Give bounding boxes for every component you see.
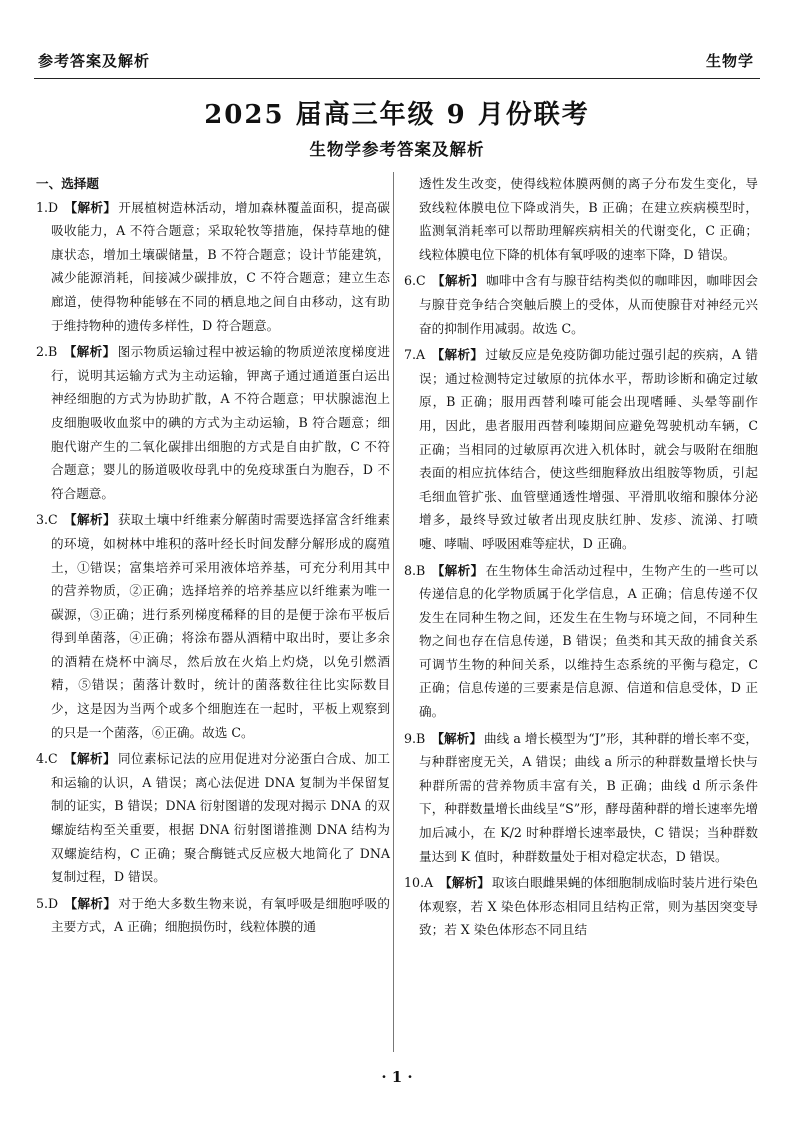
- answer-text: 开展植树造林活动，增加森林覆盖面积，提高碳吸收能力，A 不符合题意；采取轮牧等措施，保持草地的健康状态，增加土壤碳储量，B 不符合题意；设计节能建筑，减少能源消耗，间接减少碳排放，C 不符合题意；建立生态廊道，使得物种能够在不同的栖息地之间自由移动，这有助于维持物种的遗传多样性，D 符合题意。: [51, 199, 391, 333]
- page-title: 2025 届高三年级 9 月份联考: [204, 100, 590, 130]
- analysis-tag: 【解析】: [431, 347, 484, 363]
- column-divider: [393, 172, 394, 1052]
- section-heading: 一、选择题: [36, 176, 99, 191]
- analysis-tag: 【解析】: [64, 512, 116, 528]
- answer-text: 获取土壤中纤维素分解菌时需要选择富含纤维素的环境，如树林中堆积的落叶经长时间发酵分解形成的腐殖土，①错误；富集培养可采用液体培养基，可充分利用其中的营养物质，②正确；选择培养的培养基应以纤维素为唯一碳源，③正确；进行系列梯度稀释的目的是便于涂布平板后得到单菌落，④正确；将涂布器从酒精中取出时，要让多余的酒精在烧杯中滴尽，然后放在火焰上灼烧，以免引燃酒精，⑤错误；菌落计数时，统计的菌落数往往比实际数目少，这是因为当两个或多个细胞连在一起时，平板上观察到的只是一个菌落，⑥正确。故选 C。: [51, 512, 391, 740]
- answer-item-2: [36, 340, 390, 505]
- analysis-tag: 【解析】: [431, 562, 484, 578]
- analysis-tag: 【解析】: [439, 875, 490, 891]
- answer-number: 5.D: [36, 895, 59, 911]
- page-number: · 1 ·: [381, 1068, 413, 1086]
- answer-text: 对于绝大多数生物来说，有氧呼吸是细胞呼吸的主要方式，A 正确；细胞损伤时，线粒体膜的通: [51, 895, 391, 935]
- answer-item-1: [36, 196, 390, 338]
- page-subtitle: 生物学参考答案及解析: [309, 140, 485, 159]
- answer-item-4: [36, 747, 390, 889]
- answer-number: 4.C: [36, 751, 58, 767]
- answer-text: 取该白眼雌果蝇的体细胞制成临时装片进行染色体观察，若 X 染色体形态相同且结构正常，则为基因突变导致；若 X 染色体形态不同且结: [419, 875, 759, 938]
- answer-text: 咖啡中含有与腺苷结构类似的咖啡因，咖啡因会与腺苷竞争结合突触后膜上的受体，从而使腺苷对神经元兴奋的抑制作用减弱。故选 C。: [419, 273, 759, 336]
- analysis-tag: 【解析】: [64, 199, 117, 215]
- answer-item-5: [36, 892, 390, 939]
- header-left-label: 参考答案及解析: [38, 52, 151, 70]
- header-subject-label: 生物学: [705, 52, 754, 70]
- analysis-tag: 【解析】: [431, 730, 482, 746]
- answer-text: 过敏反应是免疫防御功能过强引起的疾病，A 错误；通过检测特定过敏原的抗体水平，帮助诊断和确定过敏原，B 正确；服用西替利嗪可能会出现嗜睡、头晕等副作用，因此，患者服用西替利嗪期间应避免驾驶机动车辆，C 正确；当相同的过敏原再次进入机体时，就会与吸附在细胞表面的相应抗体结合，使这些细胞释放出组胺等物质，引起毛细血管扩张、血管壁通透性增强、平滑肌收缩和腺体分泌增多，最终导致过敏者出现皮肤红肿、发疹、流涕、打喷嚏、哮喘、呼吸困难等症状，D 正确。: [419, 347, 758, 551]
- analysis-tag: 【解析】: [432, 273, 484, 289]
- answer-number: 10.A: [404, 875, 434, 891]
- answer-number: 1.D: [36, 199, 59, 215]
- analysis-tag: 【解析】: [63, 344, 116, 360]
- answer-text: 曲线 a 增长模型为“J”形，其种群的增长率不变，与种群密度无关，A 错误；曲线 a 所示的种群数量增长快与种群所需的营养物质丰富有关，B 正确；曲线 d 所示条件下，种群数量增长曲线呈“S”形，酵母菌种群的增长速率先增加后减小，在 K/2 时种群增长速率最快，C 错误；当种群数量达到 K 值时，种群数量处于相对稳定状态，D 错误。: [419, 730, 758, 864]
- answer-number: 6.C: [404, 273, 426, 289]
- answer-item-8: [404, 559, 758, 724]
- answer-item-6: [404, 269, 758, 340]
- analysis-tag: 【解析】: [64, 895, 117, 911]
- right-column: [404, 172, 758, 945]
- answer-text: 图示物质运输过程中被运输的物质逆浓度梯度进行，说明其运输方式为主动运输，钾离子通过通道蛋白运出神经细胞的方式为协助扩散，A 不符合题意；甲状腺滤泡上皮细胞吸收血浆中的碘的方式为主动运输，B 符合题意；细胞代谢产生的二氧化碳排出细胞的方式是自由扩散，C 不符合题意；婴儿的肠道吸收母乳中的免疫球蛋白为胞吞，D 不符合题意。: [51, 344, 390, 501]
- answer-number: 8.B: [404, 562, 426, 578]
- answer-text: 同位素标记法的应用促进对分泌蛋白合成、加工和运输的认识，A 错误；离心法促进 DNA 复制为半保留复制的证实，B 错误；DNA 衍射图谱的发现对揭示 DNA 的双螺旋结构至关重要，根据 DNA 衍射图谱推测 DNA 结构为双螺旋结构，C 正确；聚合酶链式反应极大地简化了 DNA 复制过程，D 错误。: [51, 751, 391, 885]
- answer-item-3: [36, 508, 390, 744]
- answer-number: 2.B: [36, 344, 58, 360]
- analysis-tag: 【解析】: [64, 751, 116, 767]
- answer-item-10: [404, 871, 758, 942]
- answer-item-7: [404, 343, 758, 555]
- answer-text: 在生物体生命活动过程中，生物产生的一些可以传递信息的化学物质属于化学信息，A 正确；信息传递不仅发生在同种生物之间，还发生在生物与环境之间，不同种生物之间也存在信息传递，B 错误；鱼类和其天敌的捕食关系可调节生物的种间关系，以维持生态系统的平衡与稳定，C 正确；信息传递的三要素是信息源、信道和信息受体，D 正确。: [419, 562, 758, 720]
- page-header: [34, 44, 760, 79]
- answer-text: 透性发生改变，使得线粒体膜两侧的离子分布发生变化，导致线粒体膜电位下降或消失，B 正确；在建立疾病模型时，监测氧消耗率可以帮助理解疾病相关的代谢变化，C 正确；线粒体膜电位下降的机体有氧呼吸的速率下降，D 错误。: [419, 176, 758, 262]
- answer-item-5-continued: [404, 172, 758, 266]
- answer-number: 7.A: [404, 347, 426, 363]
- answer-item-9: [404, 727, 758, 869]
- answer-number: 9.B: [404, 730, 426, 746]
- answer-number: 3.C: [36, 512, 58, 528]
- left-column: [36, 172, 390, 942]
